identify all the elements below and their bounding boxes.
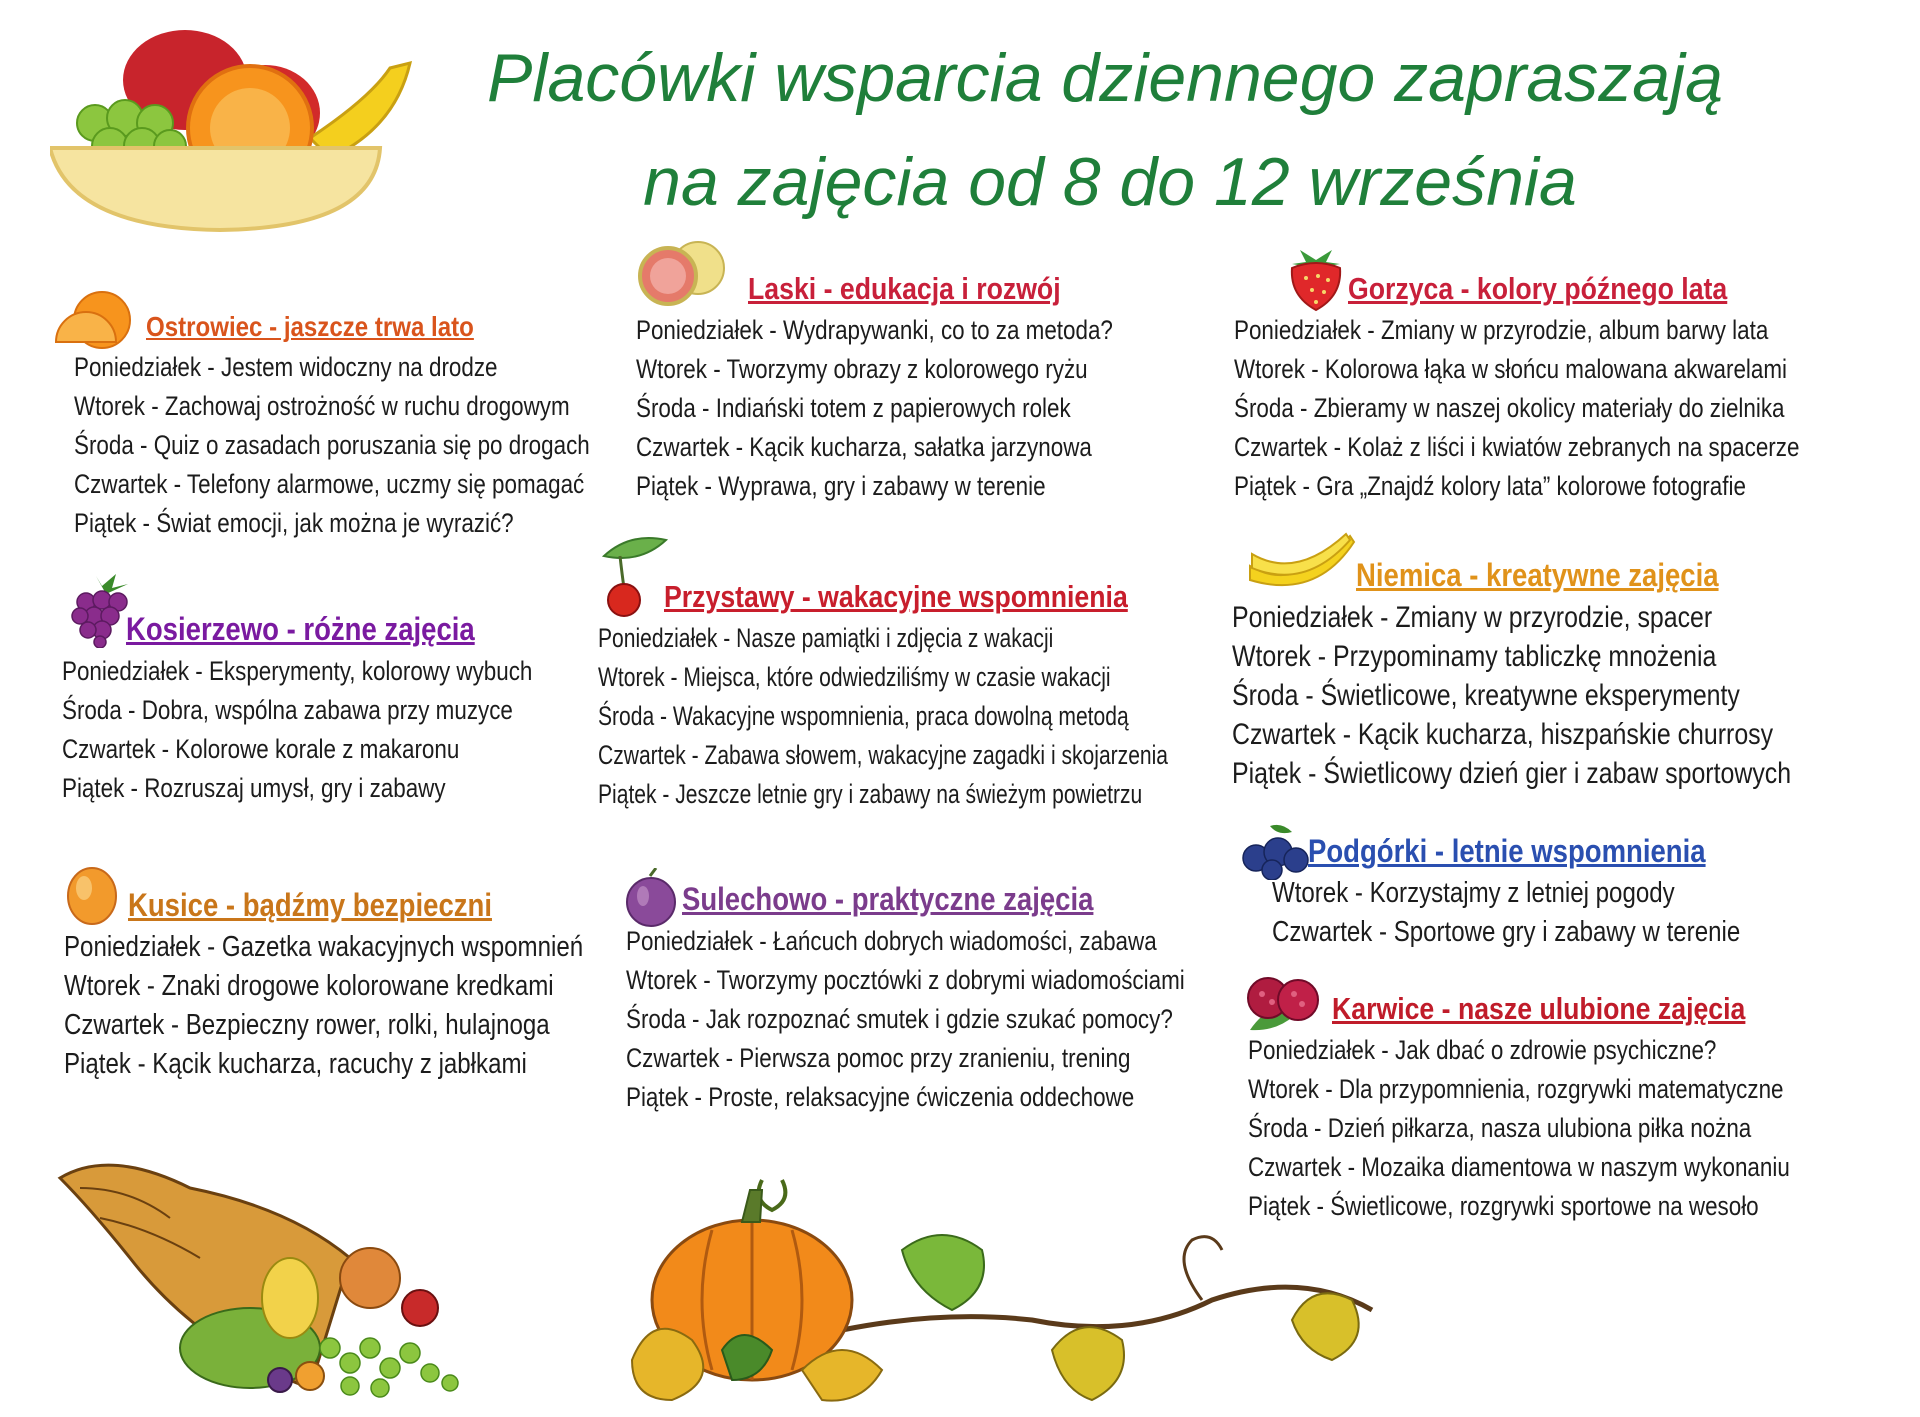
schedule-line: Piątek - Świat emocji, jak można je wyrazić? xyxy=(74,507,514,538)
page-title-line-2: na zajęcia od 8 do 12 września xyxy=(643,144,1577,220)
section-niemica xyxy=(1232,556,1906,793)
section-kusice xyxy=(64,886,689,1084)
schedule-line: Wtorek - Tworzymy obrazy z kolorowego ryżu xyxy=(636,354,1088,385)
schedule-line: Poniedziałek - Zmiany w przyrodzie, album barwy lata xyxy=(1234,315,1769,346)
schedule-line: Czwartek - Telefony alarmowe, uczmy się pomagać xyxy=(74,468,585,499)
schedule-line: Piątek - Kącik kucharza, racuchy z jabłkami xyxy=(64,1048,527,1081)
schedule-line: Piątek - Wyprawa, gry i zabawy w terenie xyxy=(636,471,1046,502)
section-lines-sulechowo xyxy=(626,922,1299,1117)
section-lines-podgorki xyxy=(1272,874,1836,952)
section-przystawy xyxy=(598,578,1329,814)
schedule-line: Poniedziałek - Łańcuch dobrych wiadomości, zabawa xyxy=(626,926,1157,957)
schedule-line: Poniedziałek - Gazetka wakacyjnych wspomnień xyxy=(64,931,584,964)
section-gorzyca xyxy=(1234,270,1915,506)
schedule-line: Poniedziałek - Jestem widoczny na drodze xyxy=(74,351,498,382)
section-title-karwice: Karwice - nasze ulubione zajęcia xyxy=(1332,991,1746,1026)
section-lines-kosierzewo xyxy=(62,652,629,808)
schedule-line: Środa - Indiański totem z papierowych rolek xyxy=(636,393,1071,424)
schedule-line: Środa - Zbieramy w naszej okolicy materiały do zielnika xyxy=(1234,393,1785,424)
schedule-line: Poniedziałek - Nasze pamiątki i zdjęcia z wakacji xyxy=(598,623,1054,654)
section-podgorki xyxy=(1272,832,1836,952)
section-title-podgorki: Podgórki - letnie wspomnienia xyxy=(1308,833,1706,869)
schedule-line: Środa - Quiz o zasadach poruszania się po drogach xyxy=(74,429,590,460)
section-title-kusice: Kusice - bądźmy bezpieczni xyxy=(128,887,492,923)
section-lines-kusice xyxy=(64,928,689,1084)
schedule-line: Wtorek - Korzystajmy z letniej pogody xyxy=(1272,877,1675,910)
section-lines-niemica xyxy=(1232,598,1906,793)
page-title-line-1: Placówki wsparcia dziennego zapraszają xyxy=(487,40,1723,116)
schedule-line: Piątek - Rozruszaj umysł, gry i zabawy xyxy=(62,773,446,804)
section-title-kosierzewo: Kosierzewo - różne zajęcia xyxy=(126,611,475,647)
schedule-line: Wtorek - Kolorowa łąka w słońcu malowana akwarelami xyxy=(1234,354,1788,385)
schedule-line: Poniedziałek - Jak dbać o zdrowie psychiczne? xyxy=(1248,1035,1717,1066)
section-lines-ostrowiec xyxy=(74,348,695,543)
schedule-line: Piątek - Proste, relaksacyjne ćwiczenia oddechowe xyxy=(626,1082,1135,1113)
schedule-line: Czwartek - Pierwsza pomoc przy zranieniu, trening xyxy=(626,1043,1131,1074)
section-title-przystawy: Przystawy - wakacyjne wspomnienia xyxy=(664,579,1128,614)
schedule-line: Poniedziałek - Wydrapywanki, co to za metoda? xyxy=(636,315,1113,346)
schedule-line: Wtorek - Przypominamy tabliczkę mnożenia xyxy=(1232,640,1717,674)
section-title-sulechowo: Sulechowo - praktyczne zajęcia xyxy=(682,881,1094,917)
schedule-line: Czwartek - Kącik kucharza, sałatka jarzynowa xyxy=(636,432,1092,463)
schedule-line: Czwartek - Mozaika diamentowa w naszym wykonaniu xyxy=(1248,1152,1790,1183)
section-title-gorzyca: Gorzyca - kolory późnego lata xyxy=(1348,271,1728,306)
schedule-line: Środa - Jak rozpoznać smutek i gdzie szukać pomocy? xyxy=(626,1004,1173,1035)
section-title-ostrowiec: Ostrowiec - jaszcze trwa lato xyxy=(146,311,474,342)
pumpkin-vine-icon xyxy=(612,1160,1612,1410)
schedule-line: Piątek - Świetlicowe, rozgrywki sportowe na wesoło xyxy=(1248,1191,1759,1222)
section-lines-przystawy xyxy=(598,619,1329,814)
section-title-niemica: Niemica - kreatywne zajęcia xyxy=(1356,557,1719,593)
section-lines-laski xyxy=(636,311,1211,506)
schedule-line: Czwartek - Bezpieczny rower, rolki, hulajnoga xyxy=(64,1009,550,1042)
schedule-line: Czwartek - Kolorowe korale z makaronu xyxy=(62,734,460,765)
schedule-line: Wtorek - Miejsca, które odwiedziliśmy w czasie wakacji xyxy=(598,662,1111,693)
schedule-line: Piątek - Jeszcze letnie gry i zabawy na świeżym powietrzu xyxy=(598,779,1143,810)
schedule-line: Piątek - Świetlicowy dzień gier i zabaw sportowych xyxy=(1232,757,1792,791)
schedule-line: Poniedziałek - Zmiany w przyrodzie, spacer xyxy=(1232,601,1713,635)
schedule-line: Środa - Wakacyjne wspomnienia, praca dowolną metodą xyxy=(598,701,1129,732)
schedule-line: Poniedziałek - Eksperymenty, kolorowy wybuch xyxy=(62,656,533,687)
schedule-line: Czwartek - Zabawa słowem, wakacyjne zagadki i skojarzenia xyxy=(598,740,1169,771)
section-title-laski: Laski - edukacja i rozwój xyxy=(748,271,1061,306)
section-laski xyxy=(636,270,1211,506)
schedule-line: Czwartek - Kolaż z liści i kwiatów zebranych na spacerze xyxy=(1234,432,1800,463)
section-kosierzewo xyxy=(62,610,629,808)
section-ostrowiec xyxy=(74,310,695,543)
schedule-line: Piątek - Gra „Znajdź kolory lata” kolorowe fotografie xyxy=(1234,471,1746,502)
schedule-line: Środa - Świetlicowe, kreatywne eksperymenty xyxy=(1232,679,1740,713)
schedule-line: Środa - Dzień piłkarza, nasza ulubiona piłka nożna xyxy=(1248,1113,1752,1144)
schedule-line: Wtorek - Zachowaj ostrożność w ruchu drogowym xyxy=(74,390,570,421)
schedule-line: Czwartek - Sportowe gry i zabawy w terenie xyxy=(1272,916,1741,949)
schedule-line: Czwartek - Kącik kucharza, hiszpańskie churrosy xyxy=(1232,718,1774,752)
schedule-line: Wtorek - Znaki drogowe kolorowane kredkami xyxy=(64,970,554,1003)
section-sulechowo xyxy=(626,880,1299,1117)
schedule-line: Środa - Dobra, wspólna zabawa przy muzyce xyxy=(62,695,513,726)
schedule-line: Wtorek - Tworzymy pocztówki z dobrymi wiadomościami xyxy=(626,965,1185,996)
schedule-line: Wtorek - Dla przypomnienia, rozgrywki matematyczne xyxy=(1248,1074,1784,1105)
cornucopia-icon xyxy=(50,1148,520,1408)
fruit-bowl-icon xyxy=(50,18,450,238)
section-lines-gorzyca xyxy=(1234,311,1915,506)
